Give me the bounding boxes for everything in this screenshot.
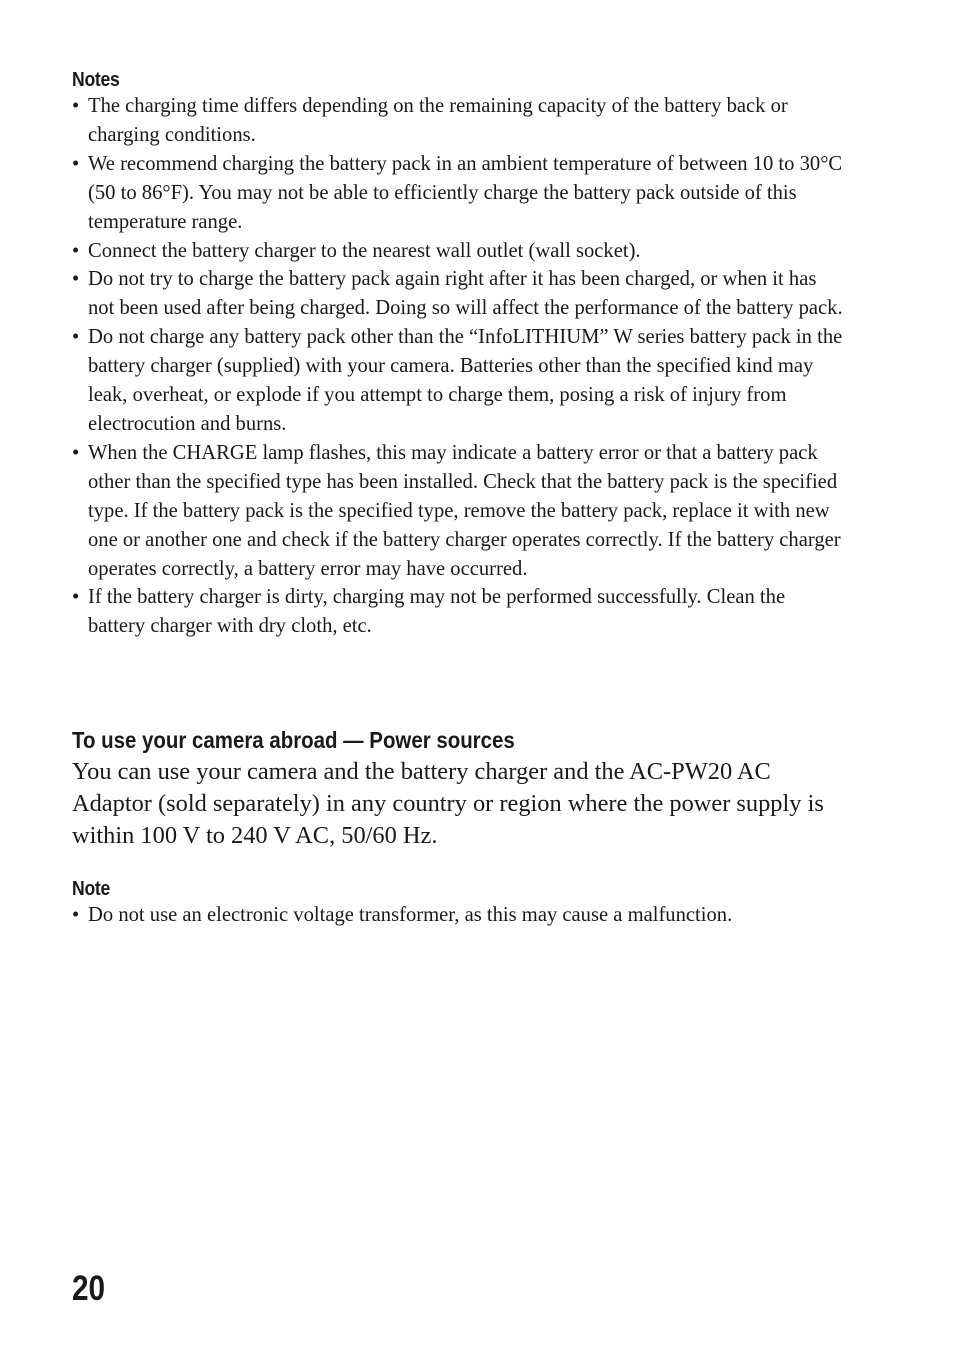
list-item: • Do not use an electronic voltage transformer, as this may cause a malfunction. [72,901,844,930]
notes-section [72,68,844,641]
abroad-body: You can use your camera and the battery charger and the AC-PW20 AC Adaptor (sold separately) in any country or region where the power supply is within 100 V to 240 V AC, 50/60 Hz. [72,758,824,849]
list-item: • The charging time differs depending on the remaining capacity of the battery back or charging conditions. [72,92,844,150]
section-heading: To use your camera abroad — Power sources [72,727,515,753]
notes-list [72,92,844,641]
list-item: • Do not charge any battery pack other than the “InfoLITHIUM” W series battery pack in the battery charger (supplied) with your camera. Batteries other than the specified kind may leak, overheat, or explode if you attempt to charge them, posing a risk of injury from electrocution and burns. [72,323,844,439]
list-item: • Connect the battery charger to the nearest wall outlet (wall socket). [72,237,844,266]
note-list [72,901,844,930]
list-item: • When the CHARGE lamp flashes, this may indicate a battery error or that a battery pack other than the specified type has been installed. Check that the battery pack is the specified type. If the battery pack is the specified type, remove the battery pack, replace it with new one or another one and check if the battery charger operates correctly. If the battery charger operates correctly, a battery error may have occurred. [72,439,844,584]
abroad-section [72,726,844,852]
note-heading: Note [72,878,111,900]
list-item: • We recommend charging the battery pack in an ambient temperature of between 10 to 30°C (50 to 86°F). You may not be able to efficiently charge the battery pack outside of this temperature range. [72,150,844,237]
list-item: • Do not try to charge the battery pack again right after it has been charged, or when it has not been used after being charged. Doing so will affect the performance of the battery pack. [72,265,844,323]
page-number: 20 [72,1269,106,1308]
note-section [72,877,844,930]
list-item: • If the battery charger is dirty, charging may not be performed successfully. Clean the battery charger with dry cloth, etc. [72,583,844,641]
notes-heading: Notes [72,69,120,91]
